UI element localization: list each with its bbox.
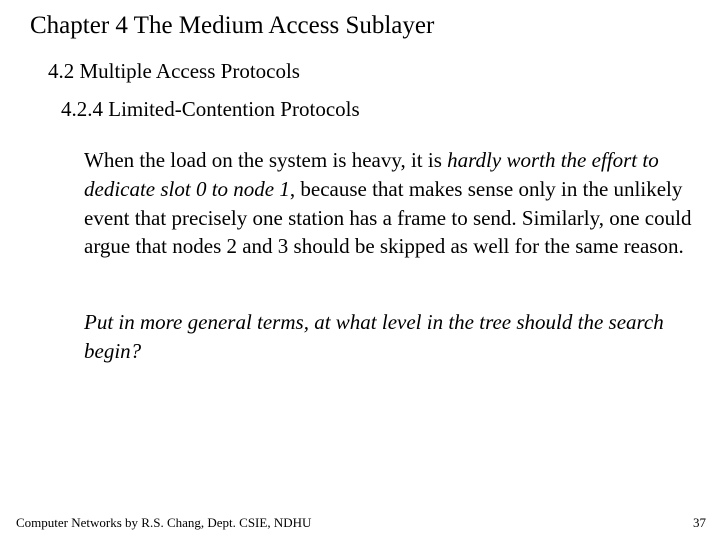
paragraph-1-italic-phrase: hardly worth the effort to dedicate slot 0 to node 1 bbox=[84, 148, 659, 201]
section-title: 4.2 Multiple Access Protocols bbox=[48, 59, 300, 83]
body-paragraph-1 bbox=[84, 146, 704, 261]
subsection-title: 4.2.4 Limited-Contention Protocols bbox=[61, 97, 360, 121]
body-paragraph-2: Put in more general terms, at what level in the tree should the search begin? bbox=[84, 310, 664, 363]
paragraph-1-text-start: When the load on the system is heavy, it is bbox=[84, 148, 448, 172]
footer-credit: Computer Networks by R.S. Chang, Dept. CSIE, NDHU bbox=[16, 515, 312, 530]
chapter-title: Chapter 4 The Medium Access Sublayer bbox=[30, 12, 435, 39]
page-number: 37 bbox=[693, 515, 706, 530]
paragraph-1-text-end: , because that makes sense only in the unlikely event that precisely one station has a frame to send. Similarly, one could argue that nodes 2 and 3 should be skipped as well for the same reason. bbox=[84, 176, 692, 259]
